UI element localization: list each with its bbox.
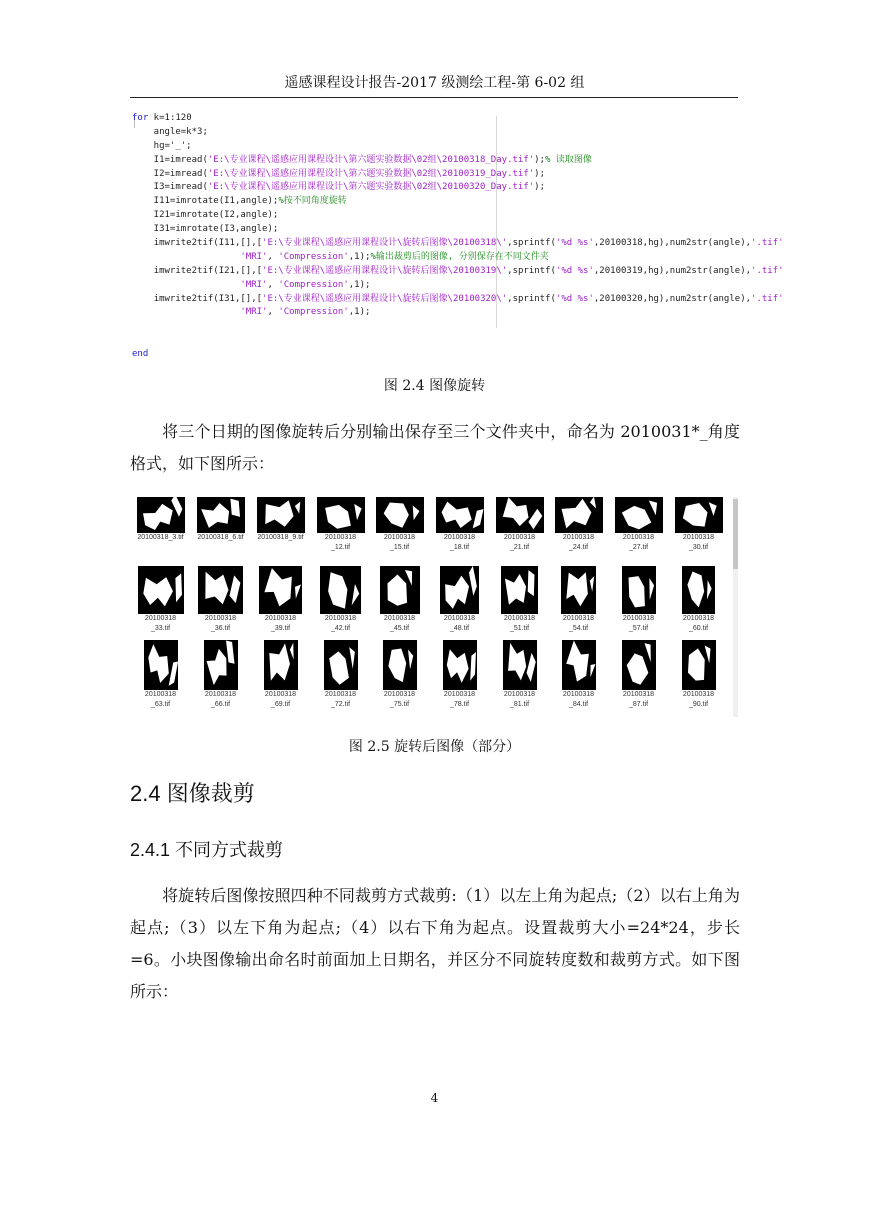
code-line xyxy=(132,251,732,265)
code-token: angle=k*3; xyxy=(132,126,208,137)
thumbnail-label: 20100318 xyxy=(264,615,297,622)
thumbnail-image xyxy=(443,640,477,690)
thumbnail-label: 20100318 xyxy=(144,615,177,622)
thumbnail-image xyxy=(615,497,663,533)
code-token: 'MRI' xyxy=(240,307,268,318)
thumbnail-image xyxy=(496,497,544,533)
thumbnail-label: 20100318 xyxy=(324,691,357,698)
thumbnail-label: 20100318 xyxy=(503,691,536,698)
code-token: imwrite2tif(I11,[],[ xyxy=(132,238,263,249)
code-line xyxy=(132,265,784,279)
thumbnail-image xyxy=(383,640,417,690)
thumbnail-item[interactable] xyxy=(671,497,726,552)
code-token: 'MRI' xyxy=(240,251,268,262)
code-token: k=1:120 xyxy=(148,113,192,123)
code-token: I1=imread( xyxy=(132,154,208,165)
thumbnail-label: 20100318_3.tif xyxy=(137,534,184,541)
thumbnail-item[interactable] xyxy=(611,566,666,633)
page-header: 遥感课程设计报告-2017 级测绘工程-第 6-02 组 xyxy=(284,75,585,91)
thumbnail-label: 20100318 xyxy=(383,615,416,622)
thumbnail-label: 20100318 xyxy=(622,534,655,541)
code-token: , xyxy=(267,279,279,290)
code-token: , xyxy=(267,251,279,262)
thumbnail-label: 20100318 xyxy=(682,615,715,622)
thumbnail-label: _57.tif xyxy=(628,624,649,632)
code-line xyxy=(132,279,732,293)
subsection-heading: 2.4.1 不同方式裁剪 xyxy=(130,840,284,860)
code-token: '.tif' xyxy=(751,265,784,276)
thumbnail-label: 20100318 xyxy=(144,691,177,698)
code-token: ,20100320,hg),num2str(angle), xyxy=(593,293,752,304)
thumbnail-image xyxy=(561,566,597,614)
thumbnail-label: _54.tif xyxy=(568,624,589,632)
code-token: ,sprintf( xyxy=(507,293,556,304)
code-token: '%d %s' xyxy=(555,238,594,249)
thumbnail-label: _72.tif xyxy=(330,700,351,708)
code-token: %按不同角度旋转 xyxy=(278,196,347,207)
thumbnail-image xyxy=(137,497,185,533)
thumbnail-image xyxy=(257,497,305,533)
thumbnail-item[interactable] xyxy=(671,566,726,633)
thumbnail-item[interactable] xyxy=(551,497,606,552)
thumbnail-label: 20100318 xyxy=(204,615,237,622)
thumbnail-label: 20100318 xyxy=(324,534,357,541)
thumbnail-image xyxy=(317,497,365,533)
thumbnail-image xyxy=(324,640,358,690)
thumbnail-item[interactable] xyxy=(133,497,188,543)
thumbnail-image xyxy=(320,566,362,614)
thumbnail-label: 20100318_6.tif xyxy=(197,534,244,541)
thumbnail-item[interactable] xyxy=(313,640,368,709)
code-token: for xyxy=(132,113,149,123)
thumbnail-image xyxy=(264,640,298,690)
thumbnail-image xyxy=(259,566,302,614)
thumbnail-image xyxy=(682,640,716,690)
code-block xyxy=(132,112,784,360)
thumbnail-item[interactable] xyxy=(432,640,487,709)
thumbnail-item[interactable] xyxy=(372,566,427,633)
code-token: '%d %s' xyxy=(555,293,594,304)
code-token: ); xyxy=(534,154,546,165)
thumbnail-label: _51.tif xyxy=(509,624,530,632)
code-token: 'E:\专业课程\遥感应用课程设计\旋转后图像\20100319\' xyxy=(262,265,508,276)
code-token: 'E:\专业课程\遥感应用课程设计\第六题实验数据\02组\20100320_Day.tif' xyxy=(207,182,535,193)
code-line xyxy=(132,112,732,126)
paragraph-rotation xyxy=(130,416,740,480)
thumbnail-item[interactable] xyxy=(193,497,248,543)
code-token xyxy=(132,307,240,317)
thumbnail-image xyxy=(376,497,424,533)
thumbnail-image xyxy=(204,640,238,690)
code-token: hg='_'; xyxy=(132,140,192,151)
thumbnail-image xyxy=(682,566,715,614)
code-token: %输出裁剪后的图像, 分别保存在不同文件夹 xyxy=(370,251,549,262)
thumbnail-label: 20100318 xyxy=(562,691,595,698)
thumbnail-image xyxy=(555,497,603,533)
thumbnail-label: _15.tif xyxy=(389,543,410,551)
thumbnail-label: 20100318 xyxy=(503,615,536,622)
header-rule xyxy=(130,97,738,98)
thumbnail-item[interactable] xyxy=(313,566,368,633)
code-token: '%d %s' xyxy=(555,265,594,276)
thumbnail-label: _39.tif xyxy=(270,624,291,632)
thumbnail-item[interactable] xyxy=(432,566,487,633)
thumbnail-label: _36.tif xyxy=(210,624,231,632)
thumbnail-label: 20100318 xyxy=(204,691,237,698)
thumbnail-label: _42.tif xyxy=(330,624,351,632)
thumbnail-image xyxy=(440,566,479,614)
code-line xyxy=(132,334,732,348)
thumbnail-label: 20100318 xyxy=(324,615,357,622)
thumbnail-label: _78.tif xyxy=(449,700,470,708)
thumbnail-item[interactable] xyxy=(551,566,606,633)
code-token: 'E:\专业课程\遥感应用课程设计\旋转后图像\20100318\' xyxy=(262,238,508,249)
code-token: 'Compression' xyxy=(278,251,349,262)
scrollbar-thumb[interactable] xyxy=(733,499,738,569)
thumbnail-image xyxy=(436,497,484,533)
figure-caption-2-4: 图 2.4 图像旋转 xyxy=(383,378,486,394)
thumbnail-scrollbar[interactable] xyxy=(733,497,738,717)
thumbnail-item[interactable] xyxy=(133,640,188,709)
code-token: imwrite2tif(I31,[],[ xyxy=(132,293,263,304)
thumbnail-image xyxy=(562,640,596,690)
thumbnail-label: _63.tif xyxy=(150,700,171,708)
code-token: 'E:\专业课程\遥感应用课程设计\第六题实验数据\02组\20100319_Day.tif' xyxy=(207,168,535,179)
code-token: I31=imrotate(I3,angle); xyxy=(132,224,279,235)
code-line xyxy=(132,237,784,251)
thumbnail-label: _21.tif xyxy=(509,543,530,551)
thumbnail-label: 20100318 xyxy=(622,691,655,698)
code-token: imwrite2tif(I21,[],[ xyxy=(132,265,263,276)
thumbnail-item[interactable] xyxy=(611,497,666,552)
thumbnail-item[interactable] xyxy=(492,566,547,633)
thumbnail-image xyxy=(622,566,656,614)
code-line xyxy=(132,348,732,362)
thumbnail-label: _33.tif xyxy=(150,624,171,632)
section-heading: 2.4 图像裁剪 xyxy=(130,781,255,806)
code-token xyxy=(132,280,240,290)
code-token: ); xyxy=(534,182,546,193)
code-line xyxy=(132,320,732,334)
thumbnail-label: 20100318 xyxy=(682,534,715,541)
thumbnail-label: _69.tif xyxy=(270,700,291,708)
paragraph-rotation-text: 将三个日期的图像旋转后分别输出保存至三个文件夹中，命名为 2010031*_角度格式，如下图所示： xyxy=(130,422,740,473)
thumbnail-label: _87.tif xyxy=(628,700,649,708)
code-token: ); xyxy=(534,168,546,179)
page-number: 4 xyxy=(430,1091,439,1105)
thumbnail-item[interactable] xyxy=(313,497,368,552)
thumbnail-label: 20100318 xyxy=(682,691,715,698)
thumbnail-label: _12.tif xyxy=(330,543,351,551)
thumbnail-item[interactable] xyxy=(671,640,726,709)
code-line xyxy=(132,181,732,195)
thumbnail-label: _45.tif xyxy=(389,624,410,632)
code-line xyxy=(132,209,732,223)
code-line xyxy=(132,195,732,209)
thumbnail-label: 20100318 xyxy=(562,615,595,622)
thumbnail-label: 20100318 xyxy=(264,691,297,698)
thumbnail-label: _84.tif xyxy=(568,700,589,708)
thumbnail-item[interactable] xyxy=(611,640,666,709)
thumbnail-item[interactable] xyxy=(492,497,547,552)
thumbnail-item[interactable] xyxy=(372,497,427,552)
thumbnail-label: _75.tif xyxy=(389,700,410,708)
thumbnail-image xyxy=(197,497,245,533)
code-token: I3=imread( xyxy=(132,182,208,193)
code-token: '.tif' xyxy=(751,238,784,249)
thumbnail-image xyxy=(503,640,537,690)
thumbnail-label: _24.tif xyxy=(568,543,589,551)
code-token: , xyxy=(267,307,279,318)
thumbnail-label: _30.tif xyxy=(688,543,709,551)
thumbnail-image xyxy=(198,566,243,614)
thumbnail-item[interactable] xyxy=(253,497,308,543)
thumbnail-image xyxy=(622,640,656,690)
thumbnail-label: 20100318 xyxy=(443,615,476,622)
code-token: 'E:\专业课程\遥感应用课程设计\第六题实验数据\02组\20100318_Day.tif' xyxy=(207,154,535,165)
thumbnail-label: 20100318 xyxy=(622,615,655,622)
thumbnail-label: _60.tif xyxy=(688,624,709,632)
code-token: I21=imrotate(I2,angle); xyxy=(132,210,279,221)
thumbnail-image xyxy=(501,566,538,614)
thumbnail-image xyxy=(138,566,184,614)
code-token: I2=imread( xyxy=(132,168,208,179)
code-token: 'Compression' xyxy=(278,307,349,318)
thumbnail-item[interactable] xyxy=(253,640,308,709)
thumbnail-label: _81.tif xyxy=(509,700,530,708)
code-token: ,20100318,hg),num2str(angle), xyxy=(593,238,752,249)
code-line xyxy=(132,168,732,182)
thumbnail-label: _27.tif xyxy=(628,543,649,551)
code-token: I11=imrotate(I1,angle); xyxy=(132,196,279,207)
code-token: 'Compression' xyxy=(278,279,349,290)
thumbnail-label: _48.tif xyxy=(449,624,470,632)
thumbnail-item[interactable] xyxy=(193,566,248,633)
code-token: ,20100319,hg),num2str(angle), xyxy=(593,265,752,276)
code-token: ,1); xyxy=(348,251,371,262)
code-line xyxy=(132,140,732,154)
paragraph-cropping xyxy=(130,880,740,1008)
code-line xyxy=(132,154,732,168)
code-token: end xyxy=(132,349,149,360)
code-line xyxy=(132,306,732,320)
code-line xyxy=(132,223,732,237)
code-token: % 读取图像 xyxy=(545,154,592,165)
paragraph-cropping-text: 将旋转后图像按照四种不同裁剪方式裁剪:（1）以左上角为起点;（2）以右上角为起点;（3）以左下角为起点;（4）以右下角为起点。设置裁剪大小=24*24，步长=6。小块图像输出命名时前面加上日期名，并区分不同旋转度数和裁剪方式。如下图所示： xyxy=(130,886,740,1001)
code-line xyxy=(132,126,732,140)
thumbnail-item[interactable] xyxy=(551,640,606,709)
code-token: '.tif' xyxy=(751,293,784,304)
thumbnail-item[interactable] xyxy=(193,640,248,709)
thumbnail-label: _18.tif xyxy=(449,543,470,551)
thumbnail-label: 20100318 xyxy=(383,534,416,541)
thumbnail-item[interactable] xyxy=(133,566,188,633)
thumbnail-item[interactable] xyxy=(432,497,487,552)
thumbnail-label: _66.tif xyxy=(210,700,231,708)
thumbnail-image xyxy=(380,566,420,614)
code-token: ,1); xyxy=(348,279,371,290)
thumbnail-item[interactable] xyxy=(372,640,427,709)
code-token xyxy=(132,252,240,262)
code-token: ,sprintf( xyxy=(507,238,556,249)
thumbnail-label: 20100318 xyxy=(443,691,476,698)
code-token: ,1); xyxy=(348,307,371,318)
thumbnail-label: 20100318_9.tif xyxy=(257,534,304,541)
thumbnail-item[interactable] xyxy=(492,640,547,709)
thumbnail-item[interactable] xyxy=(253,566,308,633)
thumbnail-grid xyxy=(133,495,739,719)
thumbnail-image xyxy=(675,497,723,533)
thumbnail-label: 20100318 xyxy=(562,534,595,541)
code-line xyxy=(132,293,784,307)
thumbnail-label: _90.tif xyxy=(688,700,709,708)
thumbnail-label: 20100318 xyxy=(443,534,476,541)
thumbnail-label: 20100318 xyxy=(503,534,536,541)
code-token: 'E:\专业课程\遥感应用课程设计\旋转后图像\20100320\' xyxy=(262,293,508,304)
code-token: 'MRI' xyxy=(240,279,268,290)
thumbnail-image xyxy=(144,640,178,690)
figure-caption-2-5: 图 2.5 旋转后图像（部分） xyxy=(348,739,521,755)
thumbnail-label: 20100318 xyxy=(383,691,416,698)
code-token: ,sprintf( xyxy=(507,265,556,276)
